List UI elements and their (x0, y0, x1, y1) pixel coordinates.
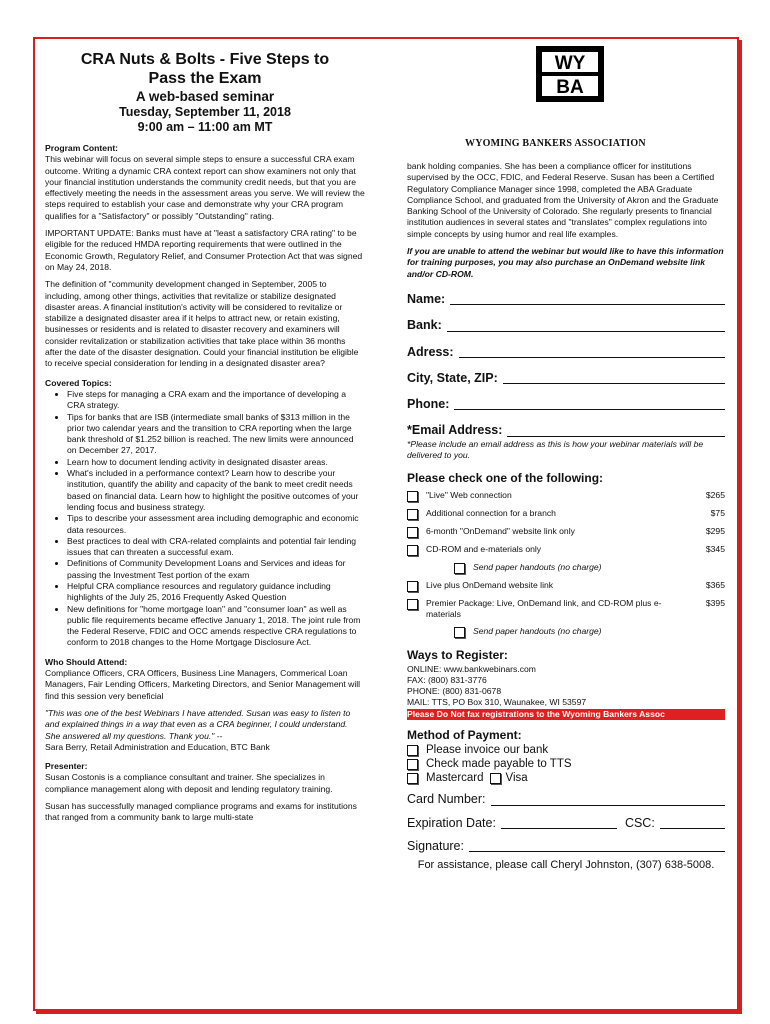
checkbox[interactable] (407, 527, 418, 538)
wyoming-bankers-logo (530, 44, 610, 104)
topic-item: • New definitions for "home mortgage loan" and "consumer loan" as well as public file requirements became effective January 1, 2018. The joint rule from the Federal Reserve, FDIC and OCC amends respective CRA regulations to conform to 2018 changes to the Home Mortgage Disclosure Act. (67, 604, 365, 649)
logo-text-top: WY (554, 53, 586, 74)
topic-item: • What's included in a performance context? Learn how to describe your institution, quantify the ability and capacity of the bank to meet credit needs based on financial data. Learn how to highlight the positive outcomes of your lending focus and business strategy. (67, 468, 365, 513)
expiration-field[interactable]: Expiration Date: CSC: (407, 818, 725, 829)
option-cdrom[interactable]: CD-ROM and e-materials only $345 (407, 544, 725, 556)
payment-card[interactable]: Mastercard Visa (407, 772, 725, 784)
ondemand-note: If you are unable to attend the webinar but would like to have this information for training purposes, you may also purchase an OnDemand website link and/or CD-ROM. (407, 246, 724, 279)
checkbox[interactable] (407, 581, 418, 592)
email-note: *Please include an email address as this is how your webinar materials will be delivered to you. (407, 438, 704, 461)
option-paper-handouts[interactable]: Send paper handouts (no charge) (407, 562, 725, 574)
logo-text-bottom: BA (556, 77, 584, 98)
topic-item: • Learn how to document lending activity in designated disaster areas. (67, 457, 365, 468)
attend-heading: Who Should Attend: (45, 656, 128, 667)
event-time: 9:00 am – 11:00 am MT (137, 120, 273, 134)
event-date: Tuesday, September 11, 2018 (119, 105, 291, 119)
option-paper-handouts-2[interactable]: Send paper handouts (no charge) (407, 626, 725, 638)
options-heading: Please check one of the following: (407, 471, 604, 486)
topics-list (45, 389, 365, 649)
subtitle: A web-based seminar (135, 89, 275, 104)
register-heading: Ways to Register: (407, 648, 508, 663)
checkbox[interactable] (407, 773, 418, 784)
register-mail: MAIL: TTS, PO Box 310, Waunakee, WI 53597 (407, 697, 587, 708)
title-line-2: Pass the Exam (148, 70, 262, 87)
attend-text: Compliance Officers, CRA Officers, Business Line Managers, Commerical Loan Managers, Fair Lending Officers, Marketing Directors, and Senior Management will find this session very beneficial (45, 668, 361, 701)
topic-item: • Definitions of Community Development Loans and Services and ideas for passing the Investment Test portion of the exam (67, 558, 365, 581)
checkbox[interactable] (490, 773, 501, 784)
presenter-para-3: bank holding companies. She has been a compliance officer for institutions supervised by the OCC, FDIC, and Federal Reserve. Susan has been a Certified Regulatory Compliance Manager since 1998, completed the ABA Graduate Compliance School, and graduated from the University of Akron and the Graduate Banking School of the University of Colorado. She regularly presents to financial institution audiences in several states and "translates" complex regulations into simple concepts by using humor and real life examples. (407, 161, 719, 239)
program-para-3: The definition of "community development changed in September, 2005 to including, among other things, activities that revitalize or stabilize designated disaster areas. A financial institution's activity will be considered to revitalize or stabilize a designated disaster area if it helps to attract new, or retain existing, businesses or residents and is related to disaster recovery and examiners will consider revitalization or stabilization activities that take place within 36 months after the date of the disaster designation. Could your financial institution be eligible to receive special consideration for lending in a designated disaster area? (45, 279, 359, 369)
presenter-heading: Presenter: (45, 761, 88, 772)
checkbox[interactable] (454, 627, 465, 638)
option-branch[interactable]: Additional connection for a branch $75 (407, 508, 725, 520)
city-state-zip-field[interactable]: City, State, ZIP: (407, 373, 725, 384)
address-field[interactable]: Adress: (407, 347, 725, 358)
name-field[interactable]: Name: (407, 294, 725, 305)
topics-heading: Covered Topics: (45, 377, 112, 388)
payment-heading: Method of Payment: (407, 728, 522, 743)
email-field[interactable]: *Email Address: (407, 425, 725, 436)
checkbox[interactable] (407, 491, 418, 502)
bank-field[interactable]: Bank: (407, 320, 725, 331)
option-live-ondemand[interactable]: Live plus OnDemand website link $365 (407, 580, 725, 592)
register-fax: FAX: (800) 831-3776 (407, 674, 487, 685)
title-line-1: CRA Nuts & Bolts - Five Steps to (80, 51, 330, 68)
checkbox[interactable] (454, 563, 465, 574)
register-online: ONLINE: www.bankwebinars.com (407, 663, 536, 674)
checkbox[interactable] (407, 759, 418, 770)
presenter-para-2: Susan has successfully managed compliance programs and exams for institutions that ranged from a community bank to large multi-state (45, 801, 357, 823)
topic-item: • Best practices to deal with CRA-related complaints and potential fair lending issues that can threaten a successful exam. (67, 536, 365, 559)
checkbox[interactable] (407, 745, 418, 756)
option-live[interactable]: "Live" Web connection $265 (407, 490, 725, 502)
topic-item: • Tips for banks that are ISB (intermediate small banks of $313 million in the prior two calendar years and the transition to CRA reporting when the large bank threshold of $1.252 billion is reached. The new limits were announced on December 27, 2017. (67, 412, 365, 457)
program-para-2: IMPORTANT UPDATE: Banks must have at "least a satisfactory CRA rating" to be eligible for the reduced HMDA reporting requirements that were outlined in the Economic Growth, Regulatory Relief, and Consumer Protection Act that was signed on May 24, 2018. (45, 228, 363, 272)
org-name: WYOMING BANKERS ASSOCIATION (465, 138, 646, 149)
right-column (407, 135, 725, 872)
checkbox[interactable] (407, 509, 418, 520)
testimonial-author: Sara Berry, Retail Administration and Education, BTC Bank (45, 741, 270, 752)
testimonial-quote: "This was one of the best Webinars I have attended. Susan was easy to listen to and explained things in a way that even as a CRA beginner, I could understand. She answered all my questions. Thank you." -- (45, 707, 351, 741)
checkbox[interactable] (407, 545, 418, 556)
fax-warning: Please Do Not fax registrations to the Wyoming Bankers Assoc (407, 709, 725, 720)
payment-check[interactable]: Check made payable to TTS (407, 758, 725, 770)
phone-field[interactable]: Phone: (407, 399, 725, 410)
presenter-para-1: Susan Costonis is a compliance consultant and trainer. She specializes in compliance management along with deposit and lending regulatory training. (45, 772, 333, 794)
topic-item: • Helpful CRA compliance resources and regulatory guidance including highlights of the July 25, 2016 Frequently Asked Question (67, 581, 365, 604)
program-heading: Program Content: (45, 143, 119, 153)
option-premier[interactable]: Premier Package: Live, OnDemand link, and CD-ROM plus e-materials $395 (407, 598, 725, 621)
topic-item: • Tips to describe your assessment area including demographic and economic data resources. (67, 513, 365, 536)
topic-item: • Five steps for managing a CRA exam and the importance of developing a CRA strategy. (67, 389, 365, 412)
payment-invoice[interactable]: Please invoice our bank (407, 744, 725, 756)
assistance-text: For assistance, please call Cheryl Johnston, (307) 638-5008. (417, 859, 715, 872)
card-number-field[interactable]: Card Number: (407, 794, 725, 805)
left-column (45, 50, 365, 830)
signature-field[interactable]: Signature: (407, 841, 725, 852)
program-para-1: This webinar will focus on several simple steps to ensure a successful CRA exam outcome. Writing a dynamic CRA context report can show examiners not only that your financial institution understands the community credit needs, but that you are effectively meeting the needs in the assessment areas you serve. We will review the steps required to establish your case and demonstrate why your CRA program qualifies for a "Satisfactory" or possibly "Outstanding" rating. (45, 154, 365, 221)
register-phone: PHONE: (800) 831-0678 (407, 686, 502, 697)
checkbox[interactable] (407, 599, 418, 610)
option-ondemand[interactable]: 6-month "OnDemand" website link only $295 (407, 526, 725, 538)
